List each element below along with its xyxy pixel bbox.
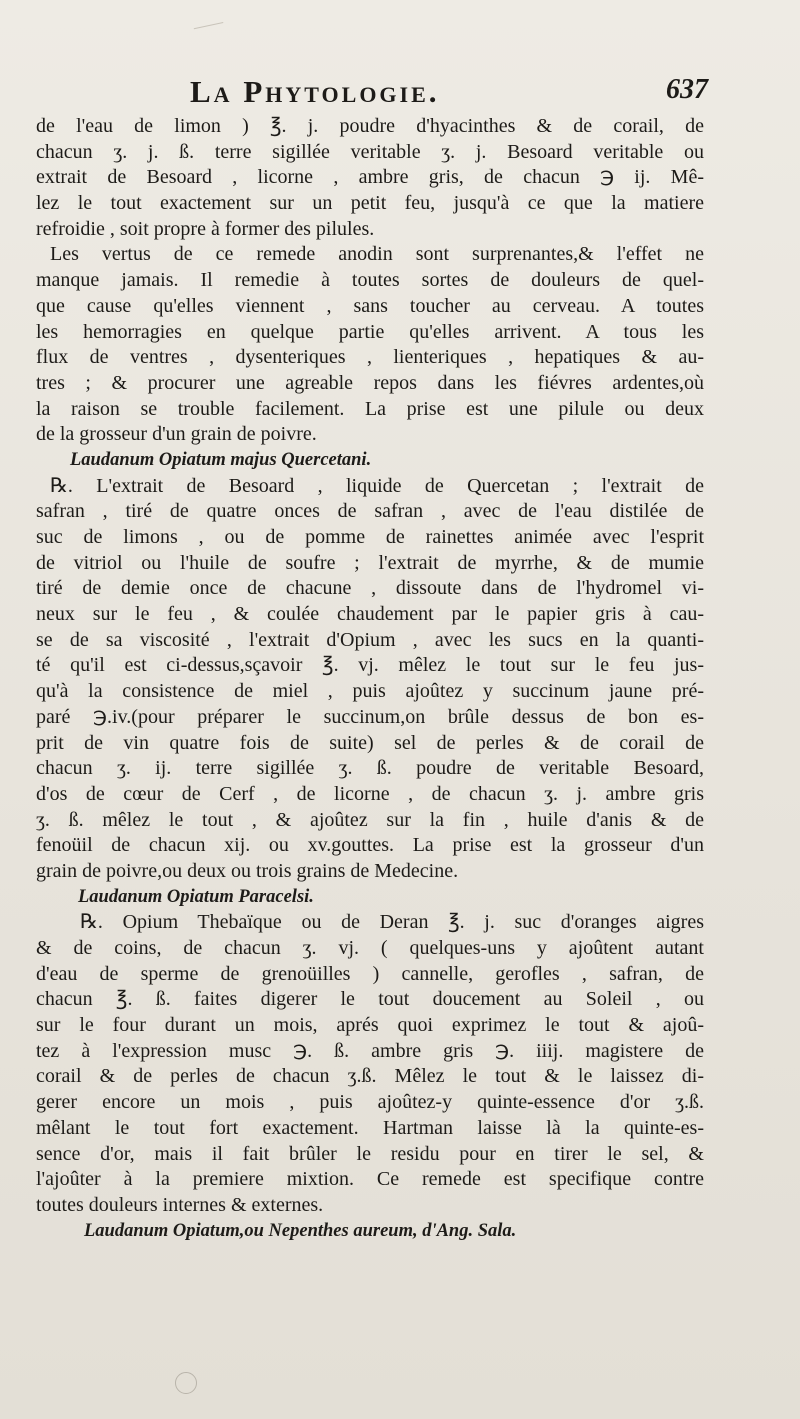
- text-line: de vitriol ou l'huile de soufre ; l'extrait de myrrhe, & de mumie: [36, 551, 704, 574]
- text-line: grain de poivre,ou deux ou trois grains de Medecine.: [36, 859, 459, 882]
- text-line: ℞. L'extrait de Besoard , liquide de Quercetan ; l'extrait de: [50, 474, 704, 497]
- text-line: neux sur le feu , & coulée chaudement par le papier gris à cau-: [36, 603, 704, 626]
- running-head: La Phytologie.: [190, 74, 440, 109]
- text-line: chacun ʒ. ij. terre sigillée ʒ. ß. poudre de veritable Besoard,: [36, 757, 704, 780]
- text-line: mêlant le tout fort exactement. Hartman laisse là la quinte-es-: [36, 1116, 704, 1139]
- text-line: flux de ventres , dysenteriques , lienteriques , hepatiques & au-: [36, 346, 704, 369]
- text-line: gerer encore un mois , puis ajoûtez-y quinte-essence d'or ʒ.ß.: [36, 1091, 704, 1114]
- text-line: se de sa viscosité , l'extrait d'Opium , avec les sucs en la quanti-: [36, 628, 704, 651]
- page-number: 637: [666, 74, 708, 105]
- text-line: safran , tiré de quatre onces de safran , avec de l'eau distilée de: [36, 500, 704, 523]
- text-line: la raison se trouble facilement. La prise est une pilule ou deux: [36, 397, 704, 420]
- text-line: d'eau de sperme de grenoüilles ) cannelle, gerofles , safran, de: [36, 962, 704, 985]
- text-line: té qu'il est ci-dessus,sçavoir ℥. vj. mêlez le tout sur le feu jus-: [36, 654, 704, 677]
- circle-stamp-mark: [175, 1372, 197, 1394]
- text-line: lez le tout exactement sur un petit feu, jusqu'à ce que la matiere: [36, 192, 704, 215]
- text-line: ℞. Opium Thebaïque ou de Deran ℥. j. suc d'oranges aigres: [80, 911, 704, 934]
- text-line: tez à l'expression musc ℈. ß. ambre gris ℈. iiij. magistere de: [36, 1039, 704, 1062]
- text-line: ʒ. ß. mêlez le tout , & ajoûtez sur la fin , huile d'anis & de: [36, 808, 704, 831]
- text-line: l'ajoûter à la premiere mixtion. Ce remede est specifique contre: [36, 1168, 704, 1191]
- text-line: sur le four durant un mois, aprés quoi exprimez le tout & ajoû-: [36, 1014, 704, 1037]
- recipe-heading: Laudanum Opiatum majus Quercetani.: [70, 449, 372, 470]
- text-line: suc de limons , ou de pomme de rainettes animée avec l'esprit: [36, 526, 704, 548]
- scan-mark: [194, 22, 226, 43]
- text-line: que cause qu'elles viennent , sans toucher au cerveau. A toutes: [36, 294, 704, 317]
- text-line: paré ℈.iv.(pour préparer le succinum,on brûle dessus de bon es-: [36, 705, 704, 728]
- text-line: qu'à la consistence de miel , puis ajoûtez y succinum jaune pré-: [36, 680, 704, 703]
- text-line: extrait de Besoard , licorne , ambre gris, de chacun ℈ ij. Mê-: [36, 166, 704, 189]
- text-line: refroidie , soit propre à former des pilules.: [36, 217, 375, 240]
- text-line: manque jamais. Il remedie à toutes sortes de douleurs de quel-: [36, 269, 704, 292]
- text-line: les hemorragies en quelque partie qu'elles arrivent. A tous les: [36, 320, 704, 343]
- text-line: sence d'or, mais il fait brûler le residu pour en tirer le sel, &: [36, 1142, 704, 1165]
- text-line: chacun ℥. ß. faites digerer le tout doucement au Soleil , ou: [36, 988, 704, 1011]
- text-line: de l'eau de limon ) ℥. j. poudre d'hyacinthes & de corail, de: [36, 115, 704, 137]
- text-line: prit de vin quatre fois de suite) sel de perles & de corail de: [36, 731, 704, 754]
- text-line: toutes douleurs internes & externes.: [36, 1193, 324, 1216]
- text-line: chacun ʒ. j. ß. terre sigillée veritable ʒ. j. Besoard veritable ou: [36, 140, 704, 163]
- recipe-heading: Laudanum Opiatum Paracelsi.: [78, 886, 314, 907]
- body-text: [36, 114, 704, 1244]
- text-line: de la grosseur d'un grain de poivre.: [36, 423, 317, 446]
- text-line: & de coins, de chacun ʒ. vj. ( quelques-uns y ajoûtent autant: [36, 937, 704, 959]
- text-line: tres ; & procurer une agreable repos dans les fiévres ardentes,où: [36, 371, 704, 394]
- page-header: [190, 74, 750, 114]
- text-line: corail & de perles de chacun ʒ.ß. Mêlez le tout & le laissez di-: [36, 1065, 704, 1088]
- text-line: fenoüil de chacun xij. ou xv.gouttes. La prise est la grosseur d'un: [36, 834, 704, 857]
- text-line: tiré de demie once de chacune , dissoute dans de l'hydromel vi-: [36, 577, 704, 600]
- recipe-heading: Laudanum Opiatum,ou Nepenthes aureum, d'Ang. Sala.: [84, 1220, 517, 1241]
- text-line: Les vertus de ce remede anodin sont surprenantes,& l'effet ne: [50, 243, 704, 266]
- text-line: d'os de cœur de Cerf , de licorne , de chacun ʒ. j. ambre gris: [36, 782, 704, 805]
